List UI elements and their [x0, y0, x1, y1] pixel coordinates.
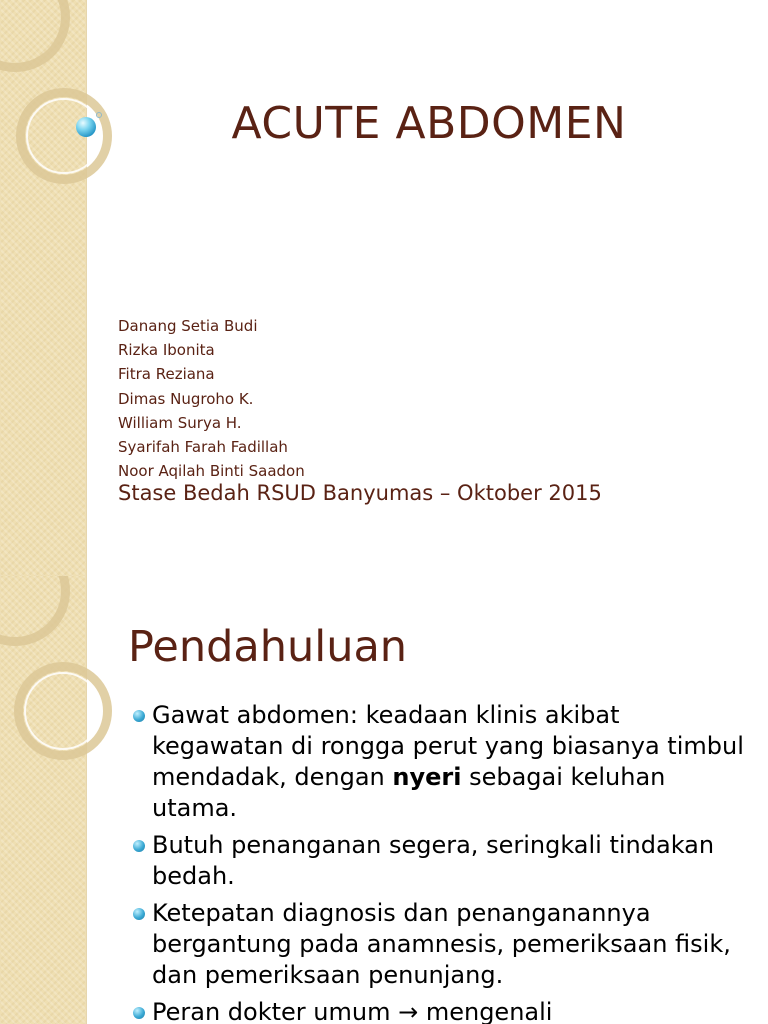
author-name: Noor Aqilah Binti Saadon — [118, 462, 305, 481]
event-subtitle: Stase Bedah RSUD Banyumas – Oktober 2015 — [118, 481, 602, 505]
decorative-side-band — [0, 576, 87, 1024]
bullet-text: sebagai keluhan utama. — [152, 763, 666, 822]
section-heading: Pendahuluan — [128, 622, 408, 672]
author-name: Danang Setia Budi — [118, 317, 258, 335]
slide-title-text: ACUTE ABDOMEN — [231, 98, 627, 149]
bullet-item — [132, 898, 748, 991]
bullet-text: Peran dokter umum → mengenali — [152, 998, 553, 1024]
bullet-dot-icon — [133, 1007, 145, 1019]
author-name: Fitra Reziana — [118, 365, 215, 384]
decorative-side-band — [0, 0, 87, 576]
author-name: Syarifah Farah Fadillah — [118, 438, 288, 457]
decorative-ring — [24, 672, 102, 750]
decorative-ring — [0, 0, 70, 72]
bullet-item — [132, 700, 748, 824]
bullet-dot-icon — [133, 710, 145, 722]
author-name: Dimas Nugroho K. — [118, 389, 254, 408]
bullet-emphasis: nyeri — [392, 763, 462, 791]
author-name: Rizka Ibonita — [118, 341, 215, 360]
bullet-item — [132, 997, 748, 1024]
slide-pendahuluan — [0, 576, 768, 1024]
bullet-text: Ketepatan diagnosis dan penanganannya bergantung pada anamnesis, pemeriksaan fisik, dan pemeriksaan penunjang. — [152, 899, 731, 989]
bullet-item — [132, 830, 748, 892]
author-name: William Surya H. — [118, 413, 242, 432]
author-list — [118, 314, 305, 483]
decorative-ring — [0, 576, 70, 646]
bullet-list — [132, 700, 748, 1024]
bullet-text: Butuh penanganan segera, seringkali tindakan bedah. — [152, 831, 715, 890]
bullet-dot-icon — [133, 908, 145, 920]
bullet-dot-icon — [133, 840, 145, 852]
bullet-text: Gawat abdomen: keadaan klinis akibat kegawatan di rongga perut yang biasanya timbul mendadak, dengan — [152, 701, 744, 791]
